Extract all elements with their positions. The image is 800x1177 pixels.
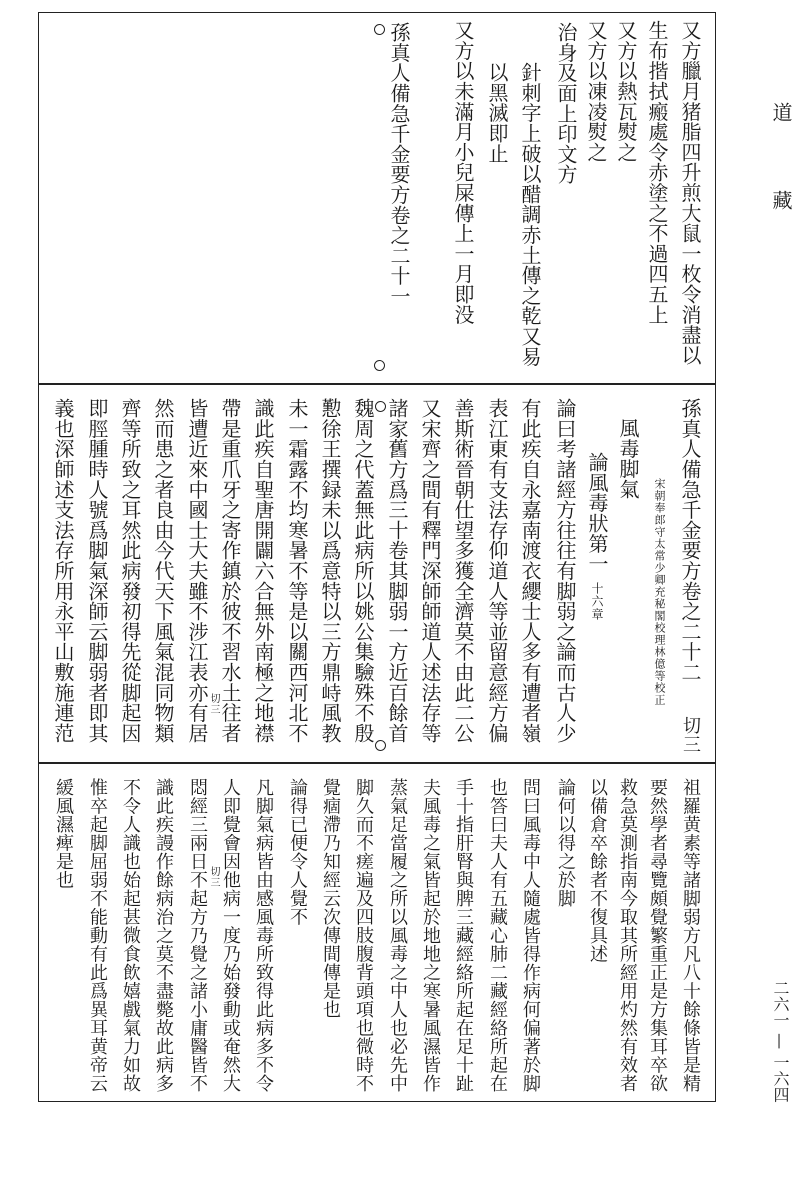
text-column: 未一霜露不均寒暑不等是以關西河北不 xyxy=(285,398,309,744)
recipe-heading: 治身及面上印文方 xyxy=(554,22,578,185)
register-bottom xyxy=(38,762,716,1102)
text-column: 義也深師述支法存所用永平山敷施連范 xyxy=(51,398,75,744)
text-column: 問曰風毒中人隨處皆得作病何偏著於脚 xyxy=(520,778,541,1093)
register-middle xyxy=(38,383,716,762)
chapter-heading: 論風毒狀第一 xyxy=(585,452,609,574)
binding-hole-marker xyxy=(374,24,385,35)
chapter-note: 十六章 xyxy=(590,582,604,621)
text-column: 凡脚氣病皆由感風毒所致得此病多不令 xyxy=(253,778,274,1093)
text-column: 帶是重爪牙之寄作鎮於彼不習水土往者 xyxy=(218,398,242,744)
text-column: 悶經三兩日不起方乃覺之諸小庸醫皆不 xyxy=(187,778,208,1093)
text-column: 論曰考諸經方往往有脚弱之論而古人少 xyxy=(553,398,577,744)
text-column: 緩風濕痺是也 xyxy=(53,778,74,889)
text-column: 針刺字上破以醋調赤土傳之乾又易 xyxy=(518,62,542,367)
text-column: 識此疾自聖唐開闢六合無外南極之地襟 xyxy=(251,398,275,744)
text-column: 救急莫測指南今取其所經用灼然有效者 xyxy=(617,778,638,1093)
collection-title-char: 道 xyxy=(769,102,793,122)
text-column: 手十指肝腎與脾三藏經絡所起在足十趾 xyxy=(453,778,474,1093)
text-column: 又宋齊之間有釋門深師師道人述法存等 xyxy=(418,398,442,744)
text-column: 又方以凍凌熨之 xyxy=(584,20,608,163)
text-column: 識此疾謾作餘病治之莫不盡斃故此病多 xyxy=(153,778,174,1093)
volume-title: 孫真人備急千金要方卷之二十二 xyxy=(678,398,702,683)
text-column: 諸家舊方爲三十卷其脚弱一方近百餘首 xyxy=(385,398,409,744)
text-column: 又方以熱瓦熨之 xyxy=(614,20,638,163)
text-column: 又方臘月猪脂四升煎大鼠一枚令消盡以 xyxy=(678,20,702,366)
text-column: 又方以未滿月小兒屎傳上一月即没 xyxy=(451,20,475,325)
text-column: 皆遭近來中國士大夫雖不涉江表亦有居 xyxy=(185,398,209,744)
text-column: 魏周之代蓋無此病所以姚公集驗殊不殷 xyxy=(351,398,375,744)
text-column: 惟卒起脚屈弱不能動有此爲異耳黄帝云 xyxy=(87,778,108,1093)
text-column: 然而患之者良由今代天下風氣混同物類 xyxy=(151,398,175,744)
text-column: 以黑滅即止 xyxy=(485,62,509,164)
binding-hole-marker xyxy=(374,360,385,371)
text-column: 蒸氣足當履之所以風毒之中人也必先中 xyxy=(387,778,408,1093)
fold-mark: 切三 xyxy=(680,716,701,754)
page-number: 二六一 — 一六四 xyxy=(771,980,790,1103)
text-column: 也答曰夫人有五藏心肺二藏經絡所起在 xyxy=(487,778,508,1093)
text-column: 善斯術晉朝仕望多獲全濟莫不由此二公 xyxy=(451,398,475,744)
text-column: 夫風毒之氣皆起於地地之寒暑風濕皆作 xyxy=(420,778,441,1093)
fold-mark: 切三 xyxy=(208,693,219,715)
text-column: 以備倉卒餘者不復具述 xyxy=(587,778,608,963)
binding-hole-marker xyxy=(375,740,386,751)
text-column: 有此疾自永嘉南渡衣纓士人多有遭者嶺 xyxy=(518,398,542,744)
chapter-heading: 論得已便令人覺不 xyxy=(287,778,308,926)
volume-end-title: 孫真人備急千金要方卷之二十一 xyxy=(387,22,411,307)
register-top xyxy=(38,12,716,383)
section-heading: 風毒脚氣 xyxy=(616,418,640,500)
text-column: 表江東有支法存仰道人等並留意經方偏 xyxy=(485,398,509,744)
collection-title-char: 藏 xyxy=(769,190,793,210)
text-column: 覺痼滯乃知經云次傳間傳是也 xyxy=(320,778,341,1019)
text-column: 脚久而不瘥遍及四肢腹背頭項也微時不 xyxy=(353,778,374,1093)
text-column: 齊等所致之耳然此病發初得先從脚起因 xyxy=(118,398,142,744)
text-column: 人即覺會因他病一度乃始發動或奄然大 xyxy=(220,778,241,1093)
text-column: 要然學者尋覽頗覺繁重正是方集耳卒欲 xyxy=(647,778,668,1093)
chapter-heading: 論何以得之於脚 xyxy=(555,778,576,908)
binding-hole-marker xyxy=(375,401,386,412)
text-column: 不令人識也始起甚微食飲嬉戲氣力如故 xyxy=(120,778,141,1093)
text-column: 祖羅黄素等諸脚弱方凡八十餘條皆是精 xyxy=(680,778,701,1093)
editors-note: 宋朝奉郎守太常少卿充秘閣校理林億等校正 xyxy=(653,478,666,706)
fold-mark: 切三 xyxy=(208,866,219,888)
text-column: 懃徐王撰録未以爲意特以三方鼎峙風教 xyxy=(318,398,342,744)
text-column: 生布揩拭瘢處令赤塗之不過四五上 xyxy=(645,20,669,325)
text-column: 即脛腫時人號爲脚氣深師云脚弱者即其 xyxy=(85,398,109,744)
